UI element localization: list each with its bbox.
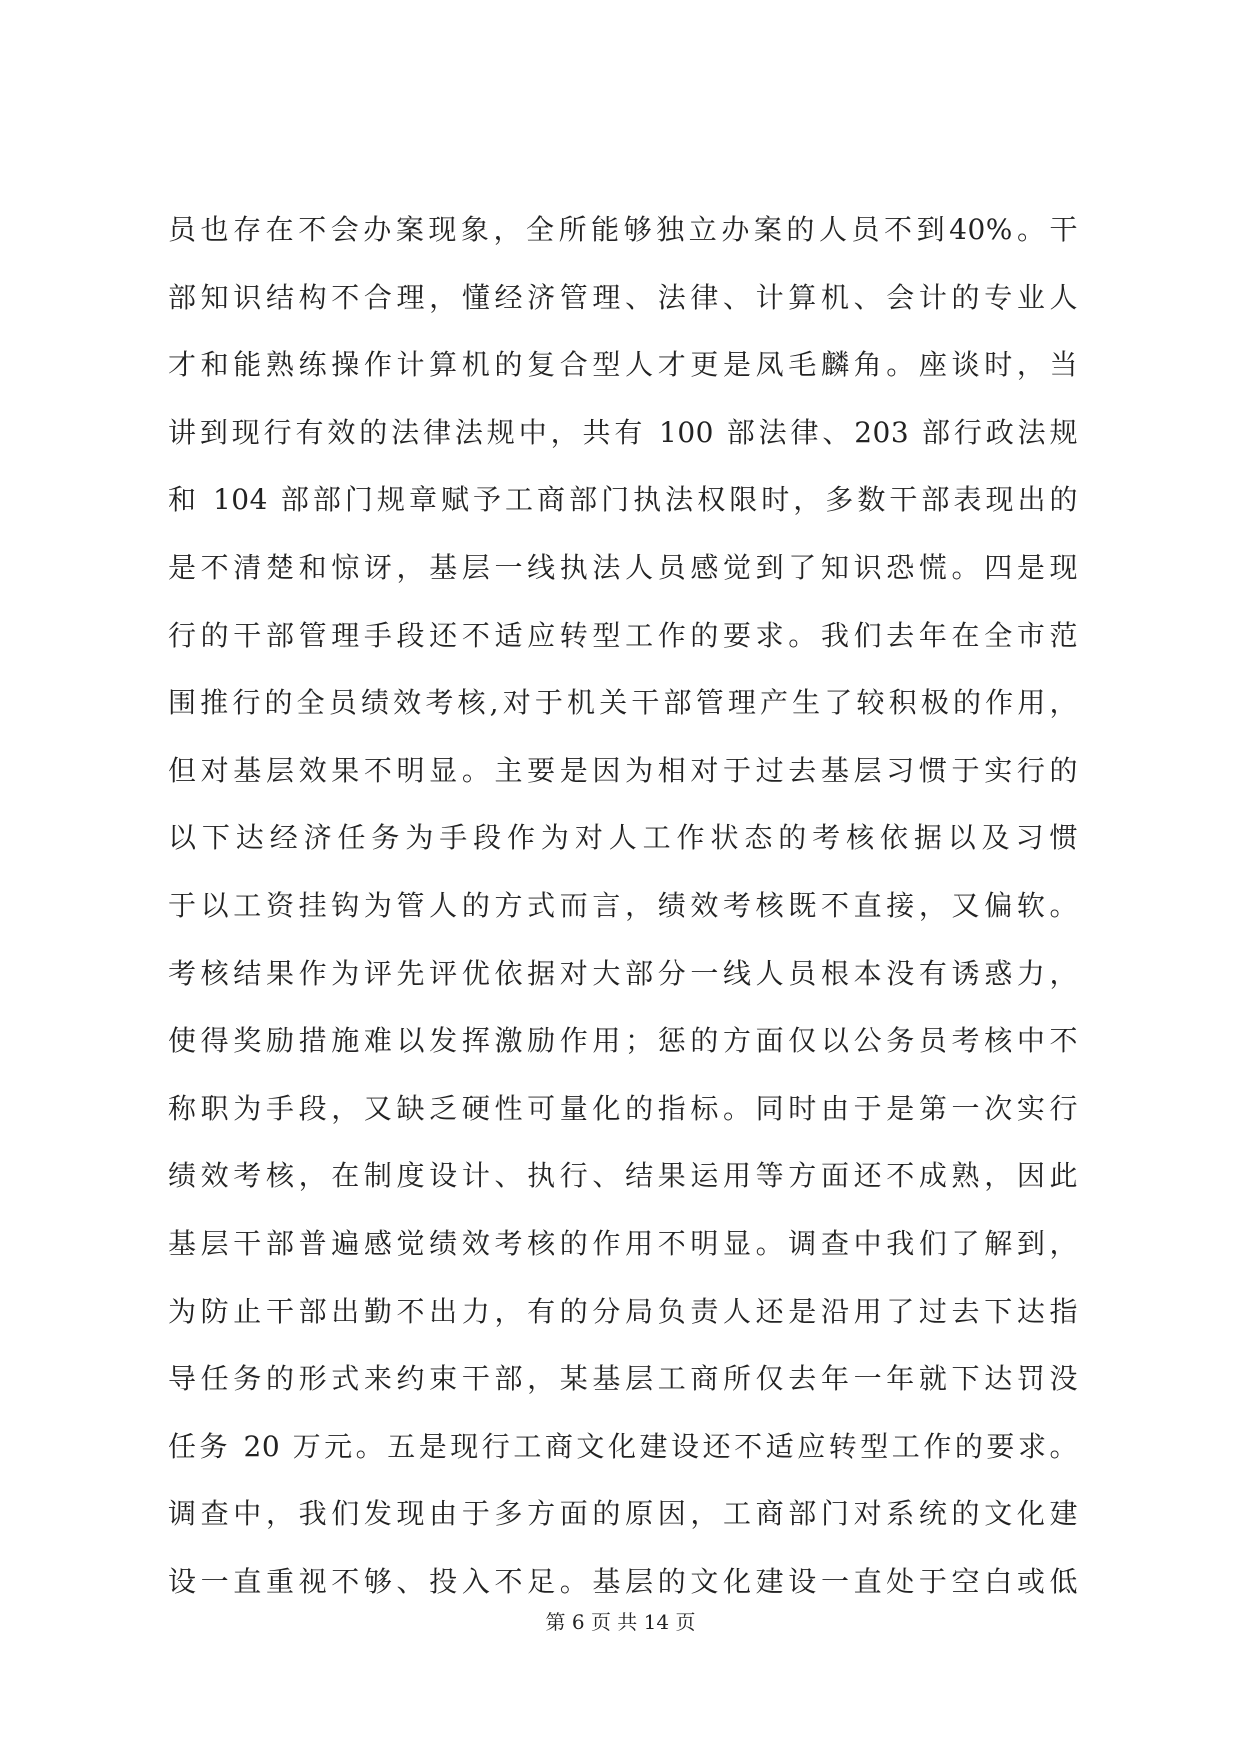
text-line: 任务 20 万元。五是现行工商文化建设还不适应转型工作的要求。: [168, 1429, 1078, 1463]
text-line: 导任务的形式来约束干部，某基层工商所仅去年一年就下达罚没: [168, 1362, 1078, 1396]
text-line: 以下达经济任务为手段作为对人工作状态的考核依据以及习惯: [168, 821, 1078, 855]
text-line: 但对基层效果不明显。主要是因为相对于过去基层习惯于实行的: [168, 753, 1078, 787]
text-line: 为防止干部出勤不出力，有的分局负责人还是沿用了过去下达指: [168, 1294, 1078, 1328]
text-line: 基层干部普遍感觉绩效考核的作用不明显。调查中我们了解到，: [168, 1226, 1078, 1260]
text-line: 绩效考核，在制度设计、执行、结果运用等方面还不成熟，因此: [168, 1159, 1078, 1193]
text-line: 于以工资挂钩为管人的方式而言，绩效考核既不直接，又偏软。: [168, 888, 1078, 922]
text-line: 和 104 部部门规章赋予工商部门执法权限时，多数干部表现出的: [168, 483, 1078, 517]
text-line: 讲到现行有效的法律法规中，共有 100 部法律、203 部行政法规: [168, 415, 1078, 449]
text-line: 行的干部管理手段还不适应转型工作的要求。我们去年在全市范: [168, 618, 1078, 652]
text-line: 称职为手段，又缺乏硬性可量化的指标。同时由于是第一次实行: [168, 1091, 1078, 1125]
text-line: 调查中，我们发现由于多方面的原因，工商部门对系统的文化建: [168, 1497, 1078, 1531]
text-line: 是不清楚和惊讶，基层一线执法人员感觉到了知识恐慌。四是现: [168, 550, 1078, 584]
text-line: 考核结果作为评先评优依据对大部分一线人员根本没有诱惑力，: [168, 956, 1078, 990]
text-line: 员也存在不会办案现象，全所能够独立办案的人员不到40%。干: [168, 213, 1078, 246]
text-line: 围推行的全员绩效考核,对于机关干部管理产生了较积极的作用，: [168, 686, 1078, 720]
page-footer: 第 6 页 共 14 页: [545, 1610, 696, 1634]
body-text: [168, 196, 1078, 1615]
text-line: 使得奖励措施难以发挥激励作用；惩的方面仅以公务员考核中不: [168, 1024, 1078, 1058]
text-line: 才和能熟练操作计算机的复合型人才更是凤毛麟角。座谈时，当: [168, 348, 1078, 382]
text-line: 部知识结构不合理，懂经济管理、法律、计算机、会计的专业人: [168, 280, 1078, 314]
text-line: 设一直重视不够、投入不足。基层的文化建设一直处于空白或低: [168, 1564, 1078, 1598]
